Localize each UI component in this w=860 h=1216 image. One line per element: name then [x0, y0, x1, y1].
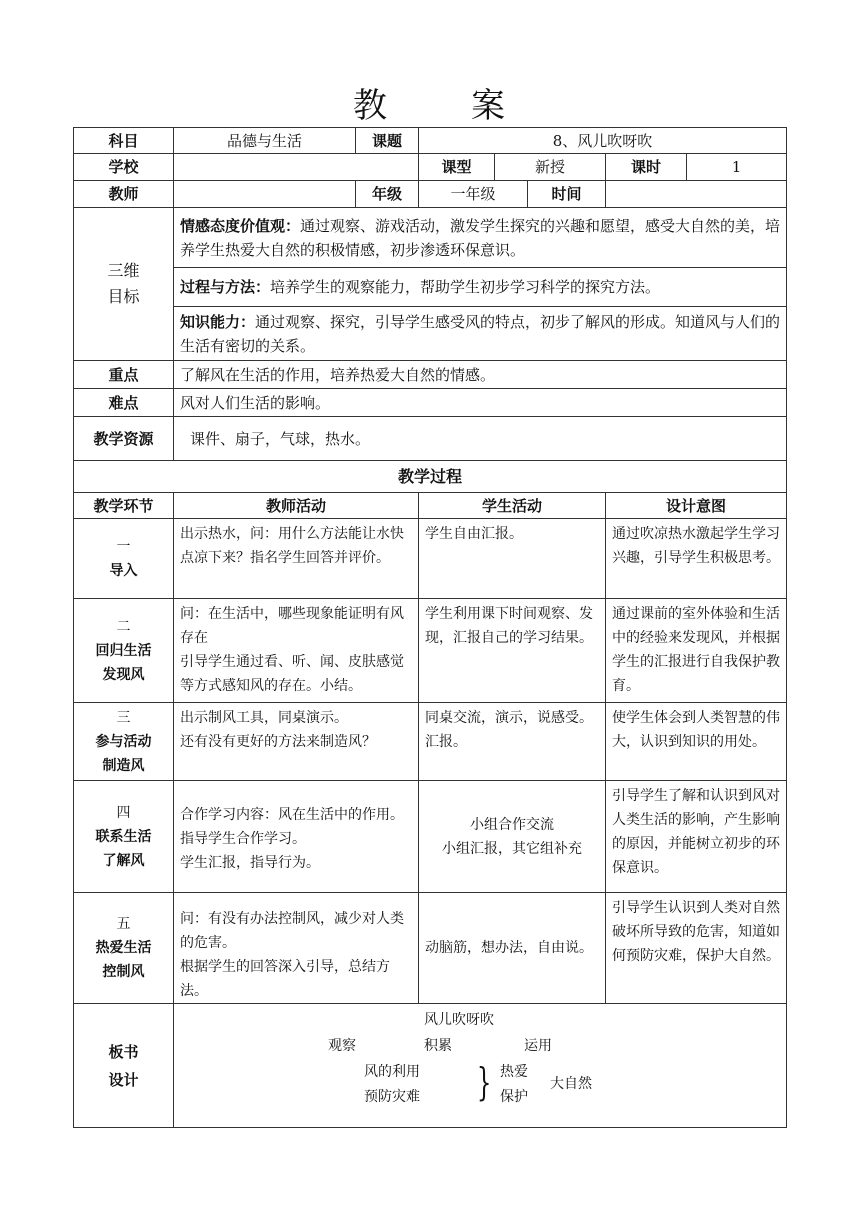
teacher-activity-line: 指导学生合作学习。: [180, 831, 306, 847]
student-activity-line: 小组汇报，其它组补充: [442, 840, 583, 857]
stage-cell: [74, 893, 174, 1004]
goal-knowledge: [174, 307, 787, 361]
design-intent: 通过吹凉热水激起学生学习兴趣，引导学生积极思考。: [606, 519, 787, 599]
difficulty-label: 难点: [74, 389, 174, 417]
goal-process: [174, 268, 787, 307]
process-title: 教学过程: [74, 461, 787, 493]
school-label: 学校: [74, 154, 174, 181]
board-design: [174, 1004, 787, 1128]
process-header-teacher: 教师活动: [174, 493, 419, 519]
board-content: [174, 1004, 786, 1124]
board-title: 风儿吹呀吹: [424, 1012, 494, 1028]
board-step-apply: 运用: [524, 1038, 552, 1054]
document-title: [0, 78, 860, 127]
teacher-activity-line: 学生汇报，指导行为。: [180, 855, 320, 871]
teacher-activity-line: 还有没有更好的方法来制造风？: [180, 734, 376, 750]
process-row: [74, 703, 787, 781]
stage-number: 三: [116, 709, 131, 726]
teacher-activity-line: 问：在生活中，哪些现象能证明有风存在: [180, 606, 404, 646]
board-brace: }: [476, 1060, 492, 1104]
student-activity: [419, 703, 606, 781]
school-value: [174, 154, 419, 181]
design-intent: 通过课前的室外体验和生活中的经验来发现风，并根据学生的汇报进行自我保护教育。: [606, 599, 787, 703]
stage-name-line-1: 回归生活: [95, 642, 152, 659]
teacher-activity: [174, 893, 419, 1004]
subject-value: 品德与生活: [174, 128, 356, 154]
student-activity: [419, 781, 606, 893]
teacher-activity: [174, 599, 419, 703]
process-header-stage: 教学环节: [74, 493, 174, 519]
student-activity-line: 小组合作交流: [470, 816, 555, 833]
goal-emotion: [174, 208, 787, 268]
stage-name-line-1: 热爱生活: [95, 940, 152, 956]
stage-name-line-2: 了解风: [102, 852, 145, 869]
stage-cell: [74, 519, 174, 599]
teacher-label: 教师: [74, 181, 174, 208]
board-left-prevent: 预防灾难: [364, 1089, 420, 1105]
type-value: 新授: [495, 154, 606, 181]
stage-name-line-2: 发现风: [102, 666, 145, 683]
grade-value: 一年级: [419, 181, 528, 208]
teacher-activity-line: 引导学生通过看、听、闻、皮肤感觉等方式感知风的存在。小结。: [180, 654, 404, 694]
stage-name-line-2: 制造风: [102, 757, 145, 774]
board-result: 大自然: [550, 1076, 592, 1092]
student-activity: 学生自由汇报。: [419, 519, 606, 599]
stage-cell: [74, 703, 174, 781]
goal-process-head: 过程与方法：: [180, 278, 271, 296]
goal-knowledge-head: 知识能力：: [180, 312, 256, 331]
key-point-text: 了解风在生活的作用，培养热爱大自然的情感。: [174, 361, 787, 389]
goal-knowledge-text: 通过观察、探究，引导学生感受风的特点，初步了解风的形成。知道风与人们的生活有密切的关系。: [180, 312, 781, 355]
resources-text: 课件、扇子，气球，热水。: [174, 417, 787, 461]
board-step-observe: 观察: [328, 1038, 356, 1054]
stage-name: 导入: [109, 562, 138, 579]
difficulty-text: 风对人们生活的影响。: [174, 389, 787, 417]
teacher-activity-line: 出示制风工具，同桌演示。: [180, 710, 348, 726]
process-row: [74, 519, 787, 599]
design-intent: 使学生体会到人类智慧的伟大，认识到知识的用处。: [606, 703, 787, 781]
stage-cell: [74, 599, 174, 703]
process-row: [74, 893, 787, 1004]
board-right-protect: 保护: [500, 1089, 528, 1105]
topic-label: 课题: [356, 128, 419, 154]
stage-number: 一: [116, 538, 131, 555]
student-activity-line: 同桌交流，演示，说感受。: [425, 710, 594, 726]
process-row: [74, 599, 787, 703]
teacher-activity: [174, 703, 419, 781]
teacher-activity: [174, 781, 419, 893]
board-left-use: 风的利用: [364, 1064, 420, 1080]
period-value: 1: [687, 154, 787, 181]
topic-value: 8、风儿吹呀吹: [419, 128, 787, 154]
type-label: 课型: [419, 154, 495, 181]
teacher-activity-line: 问：有没有办法控制风，减少对人类的危害。: [180, 911, 404, 951]
stage-name-line-2: 控制风: [102, 964, 145, 980]
goals-label: [74, 208, 174, 361]
board-label-line-2: 设计: [108, 1070, 139, 1089]
key-point-label: 重点: [74, 361, 174, 389]
design-intent: 引导学生了解和认识到风对人类生活的影响，产生影响的原因，并能树立初步的环保意识。: [606, 781, 787, 893]
resources-label: 教学资源: [74, 417, 174, 461]
board-right-love: 热爱: [500, 1064, 528, 1080]
process-header-intent: 设计意图: [606, 493, 787, 519]
board-step-accumulate: 积累: [424, 1038, 452, 1054]
design-intent: 引导学生认识到人类对自然破坏所导致的危害，知道如何预防灾难，保护大自然。: [606, 893, 787, 1004]
subject-label: 科目: [74, 128, 174, 154]
title-char-2: 案: [471, 86, 507, 126]
process-row: [74, 781, 787, 893]
stage-name-line-1: 联系生活: [95, 828, 152, 845]
time-label: 时间: [528, 181, 606, 208]
stage-name-line-1: 参与活动: [95, 733, 152, 750]
student-activity: 学生利用课下时间观察、发现，汇报自己的学习结果。: [419, 599, 606, 703]
goals-label-line-2: 目标: [107, 287, 140, 306]
lesson-plan-table: [73, 127, 787, 1128]
stage-number: 四: [116, 804, 131, 821]
stage-number: 二: [116, 618, 131, 635]
student-activity: 动脑筋，想办法，自由说。: [419, 893, 606, 1004]
goal-process-text: 培养学生的观察能力，帮助学生初步学习科学的探究方法。: [270, 278, 661, 296]
title-char-1: 教: [353, 86, 389, 126]
stage-number: 五: [116, 916, 131, 932]
teacher-activity-line: 合作学习内容：风在生活中的作用。: [180, 807, 404, 823]
board-label-line-1: 板书: [108, 1042, 139, 1061]
period-label: 课时: [606, 154, 687, 181]
time-value: [606, 181, 787, 208]
grade-label: 年级: [356, 181, 419, 208]
goal-emotion-head: 情感态度价值观：: [180, 216, 301, 235]
teacher-value: [174, 181, 356, 208]
goals-label-line-1: 三维: [107, 261, 140, 280]
process-header-student: 学生活动: [419, 493, 606, 519]
teacher-activity-line: 根据学生的回答深入引导，总结方法。: [180, 959, 390, 999]
teacher-activity: 出示热水，问：用什么方法能让水快点凉下来？指名学生回答并评价。: [174, 519, 419, 599]
goal-emotion-text: 通过观察、游戏活动，激发学生探究的兴趣和愿望，感受大自然的美，培养学生热爱大自然的积极情感，初步渗透环保意识。: [180, 216, 781, 259]
stage-cell: [74, 781, 174, 893]
board-label: [74, 1004, 174, 1128]
student-activity-line: 汇报。: [425, 734, 468, 750]
